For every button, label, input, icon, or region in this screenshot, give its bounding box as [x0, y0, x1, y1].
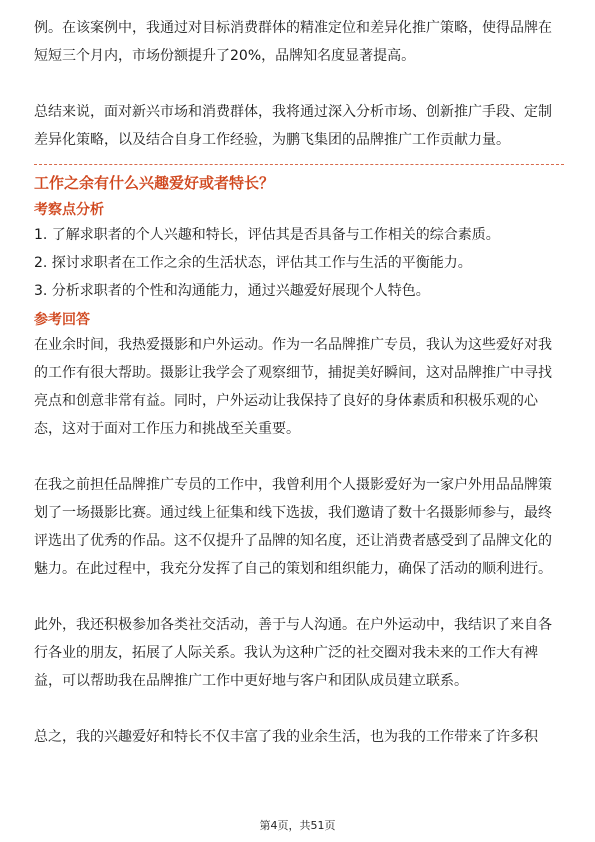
answer-paragraph-3: 此外，我还积极参加各类社交活动，善于与人沟通。在户外运动中，我结识了来自各行各业的朋友，拓展了人际关系。我认为这种广泛的社交圈对我未来的工作大有裨益，可以帮助我在品牌推广工作中更好地与客户和团队成员建立联系。 — [34, 617, 552, 689]
document-page — [34, 14, 564, 751]
answer-paragraph-2: 在我之前担任品牌推广专员的工作中，我曾利用个人摄影爱好为一家户外用品品牌策划了一场摄影比赛。通过线上征集和线下选拔，我们邀请了数十名摄影师参与，最终评选出了优秀的作品。这不仅提升了品牌的知名度，还让消费者感受到了品牌文化的魅力。在此过程中，我充分发挥了自己的策划和组织能力，确保了活动的顺利进行。 — [34, 477, 552, 577]
analysis-item-1: 1. 了解求职者的个人兴趣和特长，评估其是否具备与工作相关的综合素质。 — [34, 227, 500, 243]
paragraph-gap — [34, 583, 564, 611]
answer-paragraph-1: 在业余时间，我热爱摄影和户外运动。作为一名品牌推广专员，我认为这些爱好对我的工作有很大帮助。摄影让我学会了观察细节，捕捉美好瞬间，这对品牌推广中寻找亮点和创意非常有益。同时，户外运动让我保持了良好的身体素质和积极乐观的心态，这对于面对工作压力和挑战至关重要。 — [34, 337, 552, 437]
answer-title: 参考回答 — [34, 312, 90, 328]
paragraph-gap — [34, 443, 564, 471]
analysis-item-2: 2. 探讨求职者在工作之余的生活状态，评估其工作与生活的平衡能力。 — [34, 255, 472, 271]
intro-paragraph-1: 例。在该案例中，我通过对目标消费群体的精准定位和差异化推广策略，使得品牌在短短三个月内，市场份额提升了20%，品牌知名度显著提高。 — [34, 20, 552, 64]
section-divider — [34, 164, 564, 165]
analysis-item-3: 3. 分析求职者的个性和沟通能力，通过兴趣爱好展现个人特色。 — [34, 283, 430, 299]
intro-paragraph-2: 总结来说，面对新兴市场和消费群体，我将通过深入分析市场、创新推广手段、定制差异化策略，以及结合自身工作经验，为鹏飞集团的品牌推广工作贡献力量。 — [34, 104, 552, 148]
paragraph-gap — [34, 70, 564, 98]
answer-paragraph-4: 总之，我的兴趣爱好和特长不仅丰富了我的业余生活，也为我的工作带来了许多积 — [34, 729, 538, 745]
analysis-title: 考察点分析 — [34, 202, 104, 218]
paragraph-gap — [34, 695, 564, 723]
question-heading: 工作之余有什么兴趣爱好或者特长？ — [34, 174, 275, 192]
page-footer: 第4页，共51页 — [259, 819, 336, 832]
